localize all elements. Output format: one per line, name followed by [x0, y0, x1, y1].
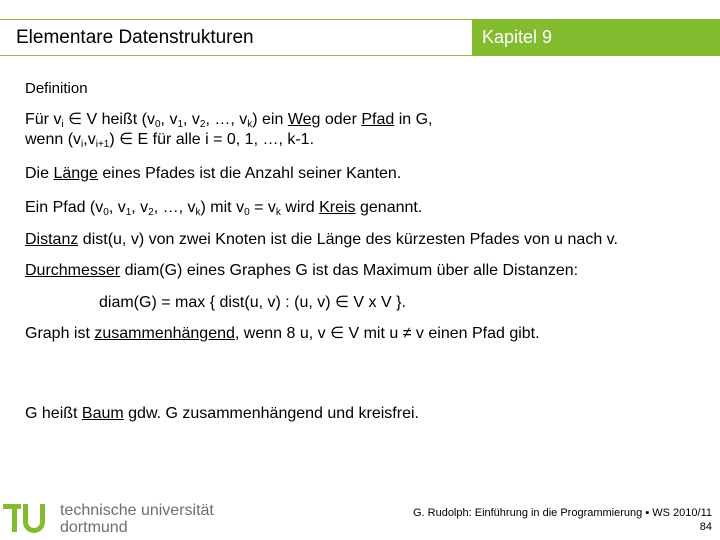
term-zusammenhaengend: zusammenhängend — [94, 325, 235, 342]
line-baum: G heißt Baum gdw. G zusammenhängend und kreisfrei. — [25, 405, 419, 422]
definition-heading: Definition — [25, 80, 88, 97]
term-weg: Weg — [287, 111, 321, 128]
line-laenge: Die Länge eines Pfades ist die Anzahl seiner Kanten. — [25, 165, 402, 182]
course-credit: G. Rudolph: Einführung in die Programmierung ▪ WS 2010/11 — [412, 507, 712, 519]
chapter-label: Kapitel 9 — [472, 19, 720, 56]
line-durchmesser: Durchmesser diam(G) eines Graphes G ist das Maximum über alle Distanzen: — [25, 262, 579, 279]
line-zusammenhaengend: Graph ist zusammenhängend, wenn 8 u, v ∈ V mit u ≠ v einen Pfad gibt. — [25, 325, 540, 342]
term-pfad: Pfad — [361, 111, 395, 128]
line-kreis: Ein Pfad ($v_0$, $v_1$, $v_2$, …, $v_k$) mit $v_0 = v_k$ wird Kreis genannt. — [25, 199, 423, 218]
university-name: technische universität dortmund — [60, 502, 214, 536]
line-weg-condition: wenn $(v_i,v_{i+1})$ ∈ E für alle i = 0, 1, …, k-1. — [25, 131, 315, 150]
term-durchmesser: Durchmesser — [25, 262, 121, 279]
term-kreis: Kreis — [319, 199, 356, 216]
term-distanz: Distanz — [25, 231, 79, 248]
tu-logo-icon — [3, 500, 47, 536]
footer-credit — [413, 506, 712, 534]
page-number: 84 — [699, 521, 712, 533]
term-baum: Baum — [81, 405, 124, 422]
term-laenge: Länge — [53, 165, 98, 182]
slide-title: Elementare Datenstrukturen — [16, 27, 254, 48]
line-weg-definition: Für $v_i$ ∈ V heißt ($v_0$, $v_1$, $v_2$, …, $v_k$) ein Weg oder Pfad in G, — [25, 111, 433, 130]
line-distanz: Distanz dist(u, v) von zwei Knoten ist die Länge des kürzesten Pfades von u nach v. — [25, 231, 618, 248]
formula-diam: diam(G) = max { dist(u, v) : (u, v) ∈ V x V }. — [99, 294, 406, 311]
